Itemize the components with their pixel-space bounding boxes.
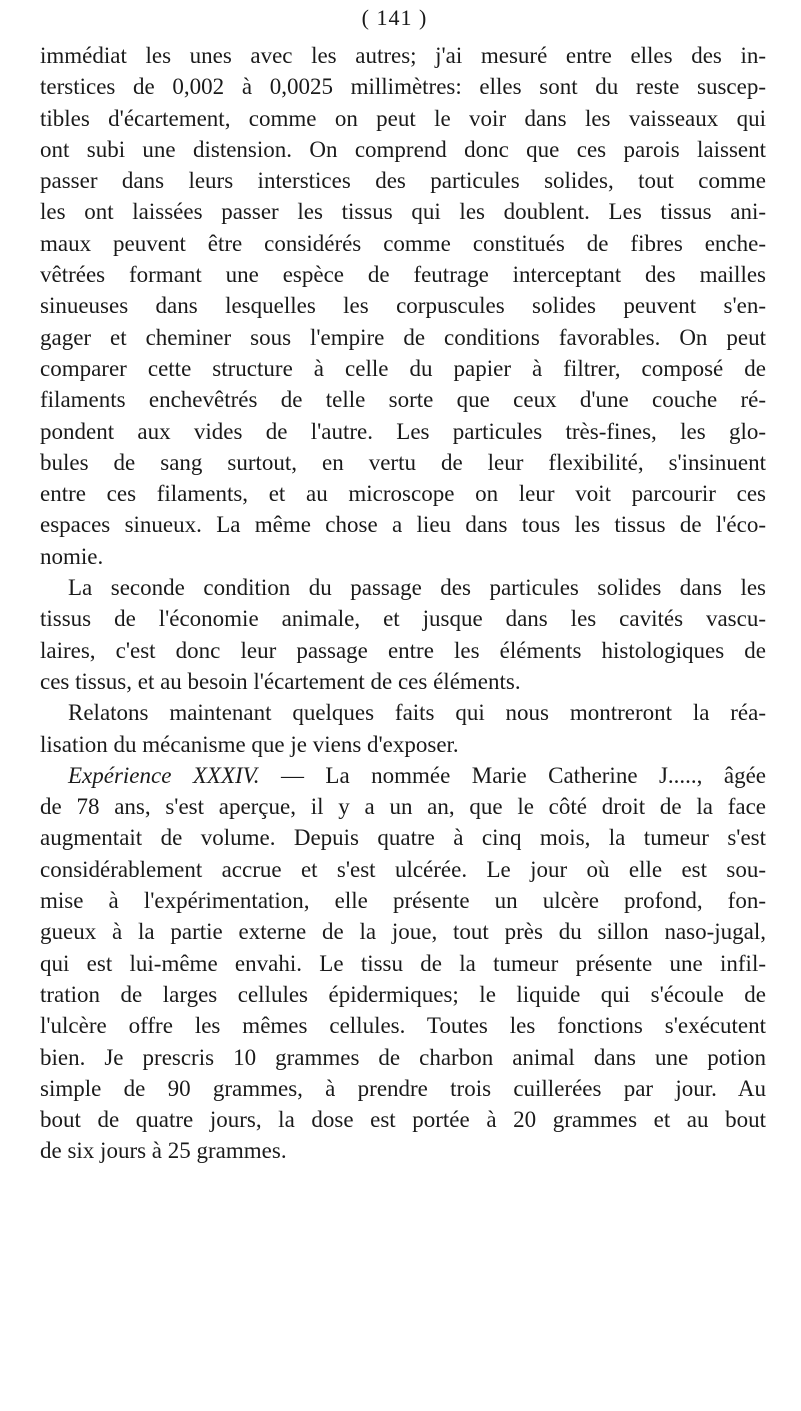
text-line: l'ulcère offre les mêmes cellules. Toutes les fonctions s'exécutent (40, 1013, 766, 1039)
paragraph-1 (40, 40, 766, 572)
text-line: simple de 90 grammes, à prendre trois cuillerées par jour. Au (40, 1075, 766, 1101)
text-line: bout de quatre jours, la dose est portée à 20 grammes et au bout (40, 1107, 766, 1133)
text-line: tration de larges cellules épidermiques; le liquide qui s'écoule de (40, 981, 766, 1007)
text-line: gueux à la partie externe de la joue, tout près du sillon naso-jugal, (40, 919, 766, 945)
text-line: espaces sinueux. La même chose a lieu dans tous les tissus de l'éco- (40, 512, 766, 538)
text-line: tissus de l'économie animale, et jusque dans les cavités vascu- (40, 606, 766, 632)
text-line: maux peuvent être considérés comme constitués de fibres enche- (40, 230, 766, 256)
page-number: ( 141 ) (361, 5, 428, 30)
text-line: entre ces filaments, et au microscope on leur voit parcourir ces (40, 481, 766, 507)
experience-first-line-text: — La nommée Marie Catherine J....., âgée (259, 762, 767, 788)
text-line: de 78 ans, s'est aperçue, il y a un an, que le côté droit de la face (40, 794, 766, 820)
paragraph-4-experience (40, 760, 766, 1167)
text-line: comparer cette structure à celle du papier à filtrer, composé de (40, 355, 766, 381)
text-line: augmentait de volume. Depuis quatre à cinq mois, la tumeur s'est (40, 825, 766, 851)
text-line: laires, c'est donc leur passage entre les éléments histologiques de (40, 637, 766, 663)
text-line: pondent aux vides de l'autre. Les particules très-fines, les glo- (40, 418, 766, 444)
text-line: qui est lui-même envahi. Le tissu de la tumeur présente une infil- (40, 950, 766, 976)
text-line: ont subi une distension. On comprend donc que ces parois laissent (40, 136, 766, 162)
text-line: nomie. (40, 543, 104, 569)
text-line: considérablement accrue et s'est ulcérée. Le jour où elle est sou- (40, 856, 766, 882)
text-line: tibles d'écartement, comme on peut le voir dans les vaisseaux qui (40, 105, 766, 131)
text-line: ces tissus, et au besoin l'écartement de ces éléments. (40, 668, 521, 694)
paragraph-2 (40, 572, 766, 697)
text-line: vêtrées formant une espèce de feutrage interceptant des mailles (40, 262, 766, 288)
paragraph-3 (40, 697, 766, 760)
text-line: passer dans leurs interstices des particules solides, tout comme (40, 168, 766, 194)
text-line: terstices de 0,002 à 0,0025 millimètres: elles sont du reste suscep- (40, 74, 766, 100)
text-line: mise à l'expérimentation, elle présente un ulcère profond, fon- (40, 888, 766, 914)
experience-label: Expérience XXXIV. (68, 762, 260, 788)
text-line: filaments enchevêtrés de telle sorte que ceux d'une couche ré- (40, 387, 766, 413)
experience-first-line (40, 760, 766, 791)
text-line: bien. Je prescris 10 grammes de charbon animal dans une potion (40, 1044, 766, 1070)
text-line: les ont laissées passer les tissus qui les doublent. Les tissus ani- (40, 199, 766, 225)
text-line: de six jours à 25 grammes. (40, 1138, 287, 1164)
text-line: sinueuses dans lesquelles les corpuscules solides peuvent s'en- (40, 293, 766, 319)
body-text (40, 40, 766, 1167)
text-line: bules de sang surtout, en vertu de leur flexibilité, s'insinuent (40, 449, 766, 475)
text-line: gager et cheminer sous l'empire de conditions favorables. On peut (40, 324, 766, 350)
text-line: lisation du mécanisme que je viens d'exposer. (40, 731, 459, 757)
text-line: Relatons maintenant quelques faits qui nous montreront la réa- (68, 700, 766, 726)
text-line: La seconde condition du passage des particules solides dans les (68, 575, 766, 601)
text-line: immédiat les unes avec les autres; j'ai mesuré entre elles des in- (40, 43, 766, 68)
